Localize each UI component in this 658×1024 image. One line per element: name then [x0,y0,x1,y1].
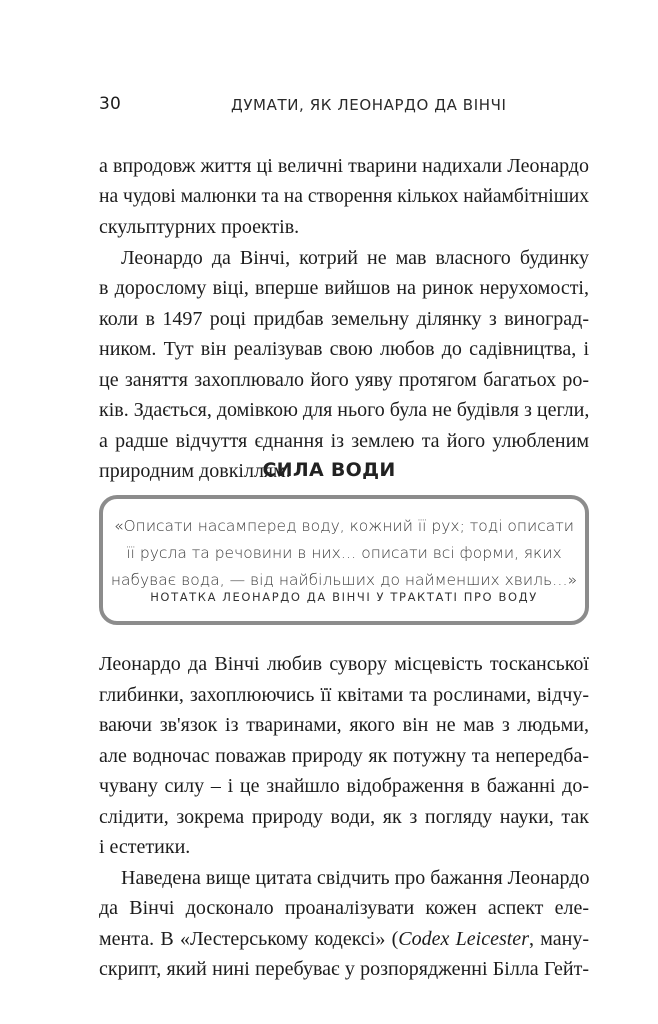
text-fragment: , ману- [528,927,590,950]
text-line: скульптурних проектів. [99,216,300,238]
paragraph-4 [99,863,589,985]
text-line: Леонардо да Вінчі, котрий не мав власного будинку [121,246,589,269]
text-line: скрипт, який нині перебуває у розпорядженні Білла Гейт- [99,958,589,980]
section-heading: СИЛА ВОДИ [262,459,396,481]
text-line: коли в 1497 році придбав земельну ділянку з виноград- [99,307,589,330]
text-line: і естетики. [99,836,191,858]
page-number: 30 [99,94,122,114]
body-text-top [99,151,589,487]
paragraph-3 [99,649,589,863]
text-line: але водночас поважав природу як потужну та непередба- [99,744,589,767]
quote-line: «Описати насамперед воду, кожний її рух; тоді описати [114,517,574,535]
text-line: ків. Здається, домівкою для нього була не будівля з цегли, [99,399,590,421]
quote-text [103,513,585,594]
text-line-with-italic [99,924,589,955]
text-line: природним довкіллям. [99,460,291,482]
quote-box [99,495,589,625]
text-line: на чудові малюнки та на створення кількох найамбітніших [99,185,589,207]
text-line: глибинки, захоплюючись її квітами та рослинами, відчу- [99,683,589,706]
text-line: ваючи зв'язок із тваринами, якого він не мав з людьми, [99,714,589,736]
text-line: чувану силу – і це знайшло відображення в бажанні до- [99,775,589,797]
book-title: ДУМАТИ, ЯК ЛЕОНАРДО ДА ВІНЧІ [231,96,507,114]
text-line: в дорослому віці, вперше вийшов на ринок нерухомості, [99,277,589,299]
quote-line: її русла та речовини в них… описати всі форми, яких [126,544,562,562]
text-line: да Вінчі досконало проаналізувати кожен аспект еле- [99,897,589,919]
text-line: Леонардо да Вінчі любив сувору місцевість тосканської [99,653,589,675]
text-line: а впродовж життя ці величні тварини надихали Леонардо [99,155,589,177]
text-line: це заняття захоплювало його уяву протягом багатьох ро- [99,368,589,391]
text-line: ником. Тут він реалізував свою любов до садівництва, і [99,338,589,360]
quote-line: набуває вода, — від найбільших до найменших хвиль…» [110,571,578,589]
body-text-bottom [99,649,589,985]
text-line: слідити, зокрема природу води, як з погляду науки, так [99,805,589,828]
running-head [99,94,578,120]
text-line: а радше відчуття єднання із землею та його улюбленим [99,429,589,452]
text-line: Наведена вище цитата свідчить про бажання Леонардо [121,866,590,889]
paragraph-2 [99,243,589,487]
paragraph-1 [99,151,589,243]
quote-source: НОТАТКА ЛЕОНАРДО ДА ВІНЧІ У ТРАКТАТІ ПРО ВОДУ [150,590,538,604]
text-fragment: мента. В «Лестерському кодексі» ( [99,927,399,950]
italic-title: Codex Leicester [398,927,529,950]
